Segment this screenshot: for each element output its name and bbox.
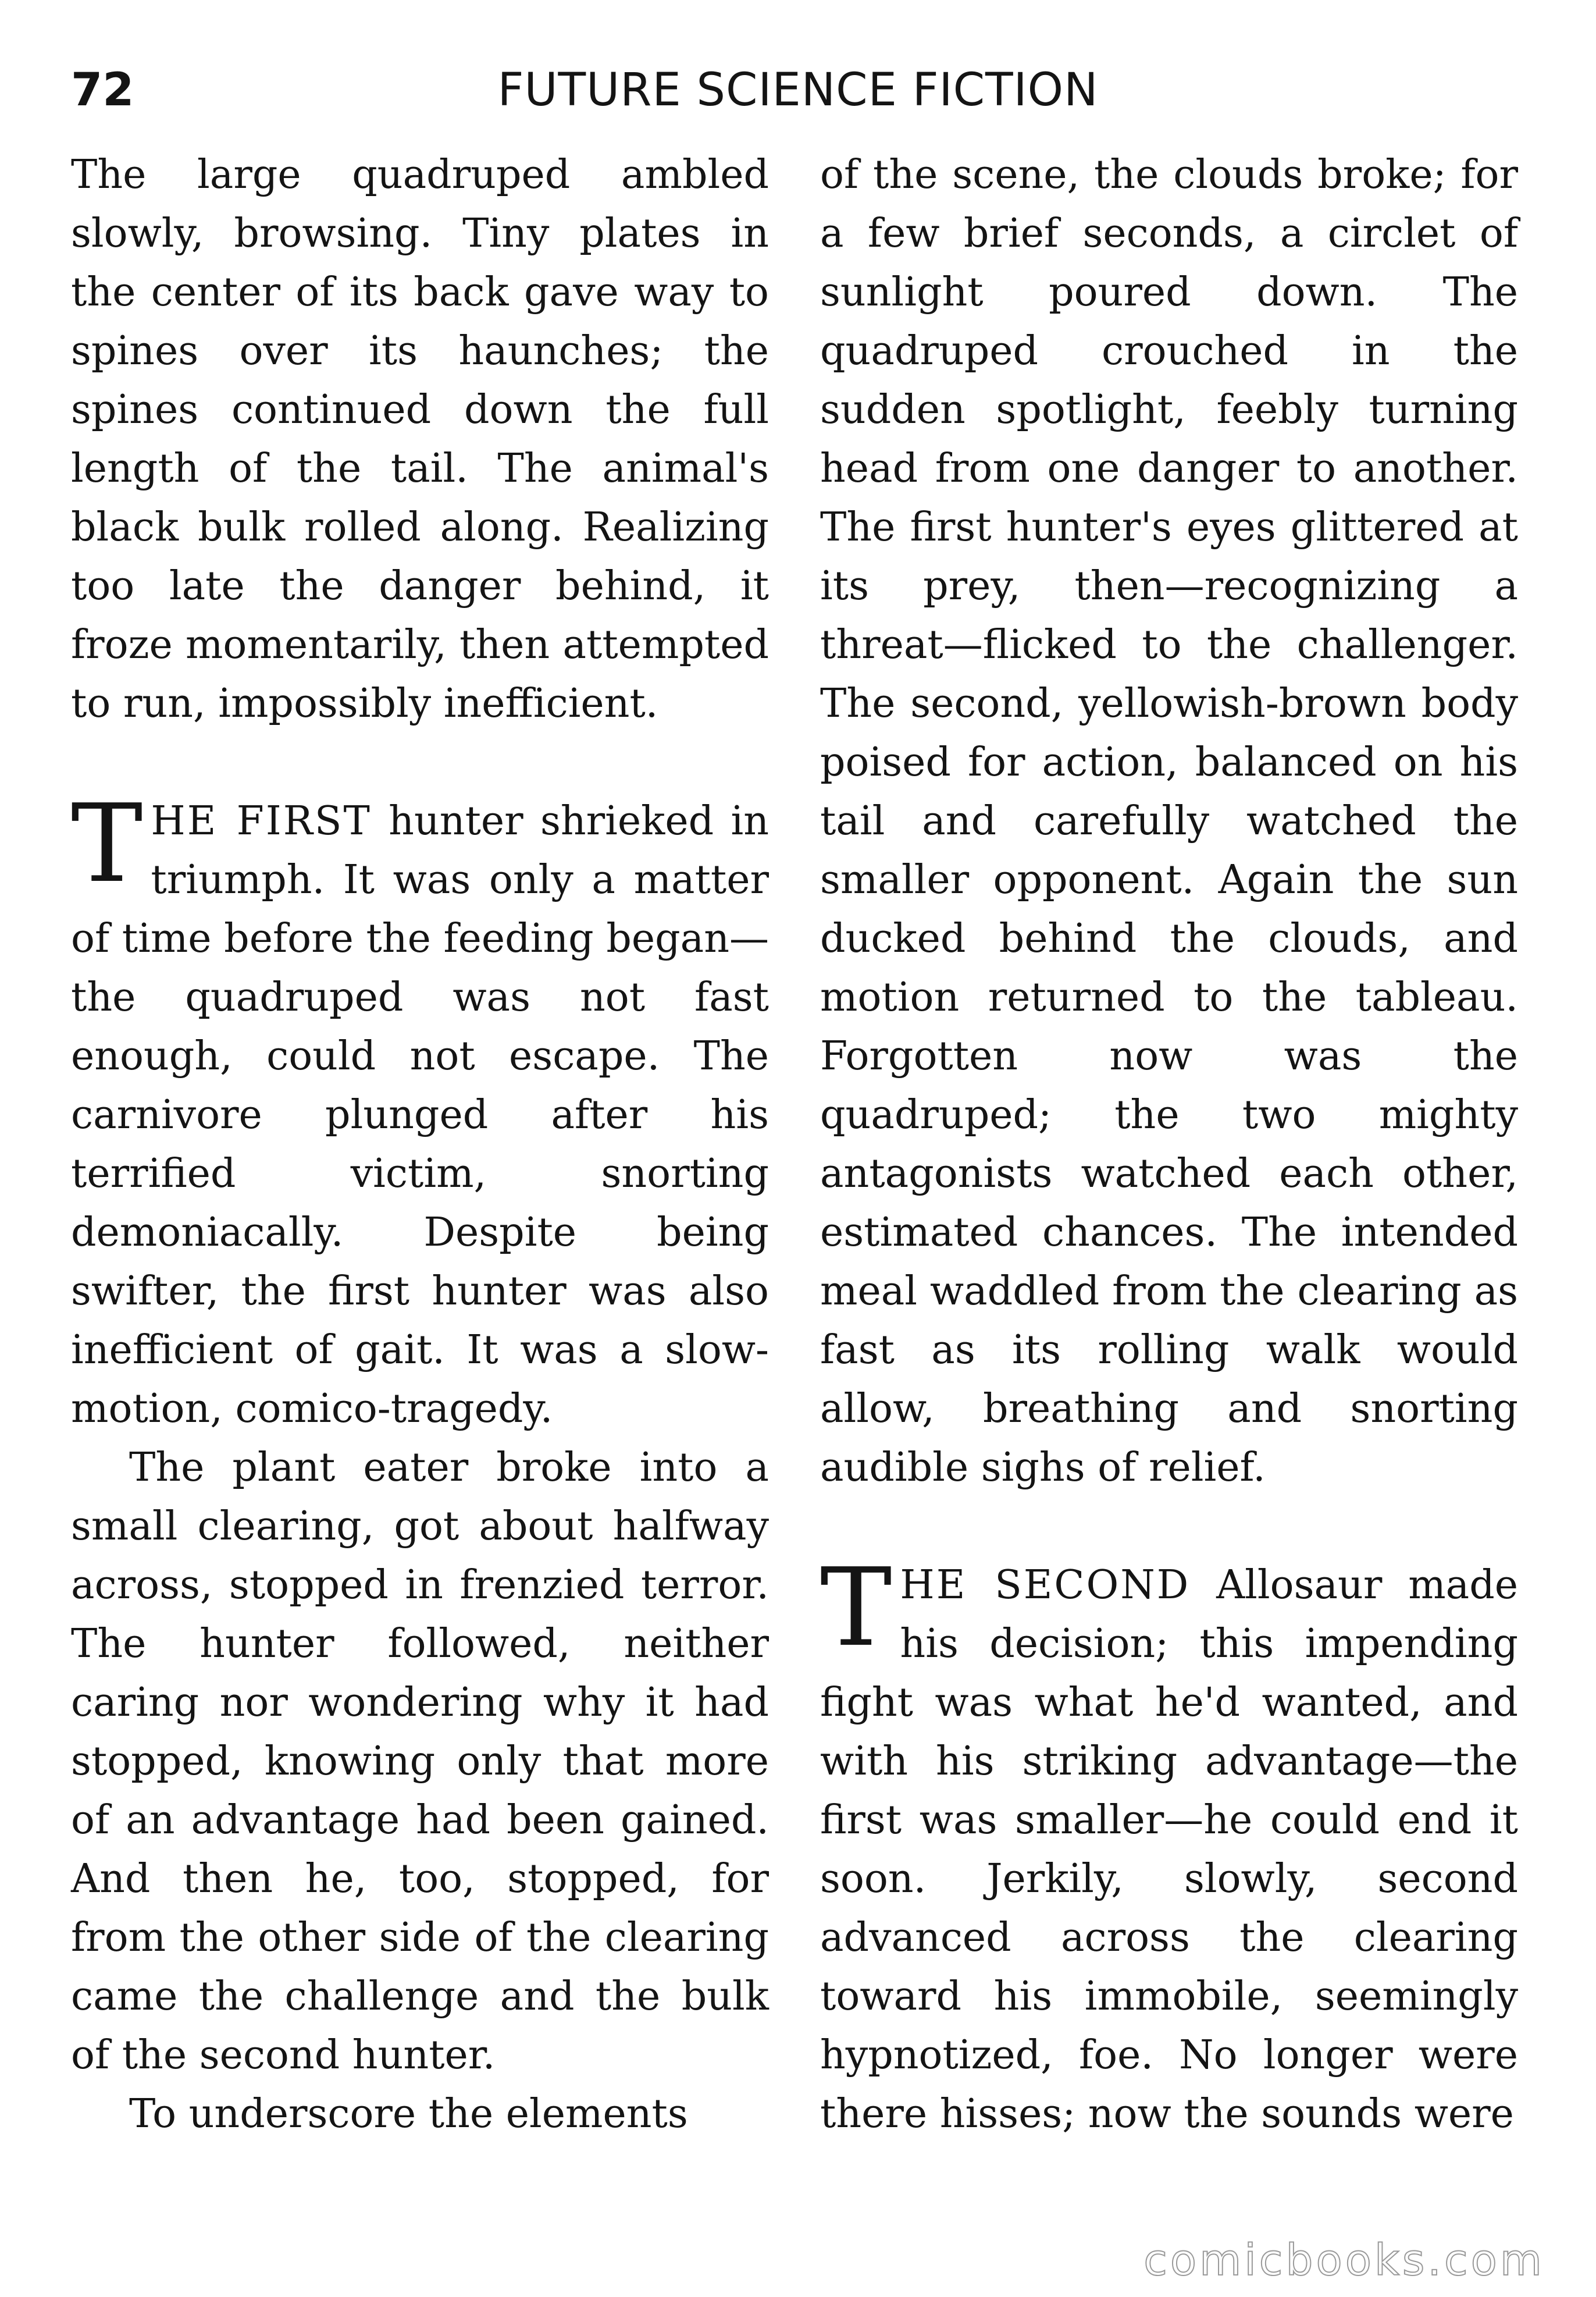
section-lead: HE FIRST: [151, 798, 372, 844]
paragraph: of the scene, the clouds broke; for a few brief seconds, a circlet of sunlight poured down. The quadruped crouched in the sudden spotlight, feebly turning head from one danger to another. The first hunter's eyes glittered at its prey, then—recognizing a threat—flicked to the challenger. The second, yellowish-brown body poised for action, balanced on his tail and carefully watched the smaller opponent. Again the sun ducked behind the clouds, and motion returned to the tableau. Forgotten now was the quadruped; the two mighty antagonists watched each other, estimated chances. The intended meal waddled from the clearing as fast as its rolling walk would allow, breathing and snorting audible sighs of relief.: [820, 152, 1518, 1491]
paragraph: To underscore the elements: [129, 2091, 688, 2137]
paragraph: The large quadruped ambled slowly, browsing. Tiny plates in the center of its back gave way to spines over its haunches; the spines continued down the full length of the tail. The animal's black bulk rolled along. Realizing too late the danger behind, it froze momentarily, then attempted to run, impossibly inefficient.: [71, 152, 769, 727]
drop-cap: T: [820, 1545, 892, 1670]
paragraph: The plant eater broke into a small clearing, got about halfway across, stopped in frenzied terror. The hunter followed, neither caring nor wondering why it had stopped, knowing only that more of an advantage had been gained. And then he, too, stopped, for from the other side of the clearing came the challenge and the bulk of the second hunter.: [71, 1445, 769, 2078]
running-head: FUTURE SCIENCE FICTION: [497, 64, 1099, 116]
watermark: comicbooks.com: [1143, 2235, 1545, 2285]
section-paragraph: [820, 1497, 1518, 2143]
left-column: [71, 145, 769, 2143]
page-header: [71, 58, 1525, 122]
page-number: 72: [71, 64, 134, 116]
section-lead: HE SECOND: [900, 1562, 1191, 1608]
drop-cap: T: [71, 781, 143, 906]
section-text: Allosaur made his decision; this impending fight was what he'd wanted, and with his striking advantage—the first was smaller—he could end it soon. Jerkily, slowly, second advanced across the clearing toward his immobile, seemingly hypnotized, foe. No longer were there hisses; now the sounds were: [820, 1562, 1518, 2137]
section-text: hunter shrieked in triumph. It was only a matter of time before the feeding began—the quadruped was not fast enough, could not escape. The carnivore plunged after his terrified victim, snorting demoniacally. Despite being swifter, the first hunter was also inefficient of gait. It was a slow-motion, comico-tragedy.: [71, 798, 769, 1432]
right-column: [820, 145, 1518, 2143]
section-paragraph: [71, 733, 769, 1438]
